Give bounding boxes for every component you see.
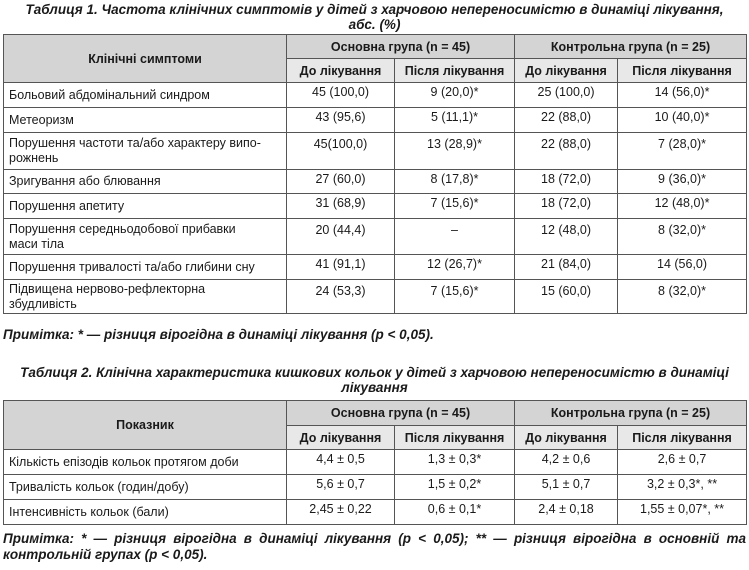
- cell-c-before: 18 (72,0): [515, 194, 618, 219]
- cell-m-before: 45 (100,0): [287, 83, 395, 108]
- table2-main-before: До лікування: [287, 426, 395, 450]
- table1-group-control: Контрольна група (n = 25): [515, 35, 747, 59]
- row-label: Порушення апетиту: [4, 194, 287, 219]
- cell-c-before: 4,2 ± 0,6: [515, 450, 618, 475]
- table1-group-main: Основна група (n = 45): [287, 35, 515, 59]
- cell-m-before: 4,4 ± 0,5: [287, 450, 395, 475]
- table1-body: [4, 83, 747, 314]
- table1-caption-line1: Таблиця 1. Частота клінічних симптомів у дітей з харчовою непереносимістю в динаміці лікування,: [25, 2, 724, 17]
- cell-m-before: 43 (95,6): [287, 108, 395, 133]
- cell-c-after: 8 (32,0)*: [618, 280, 747, 314]
- cell-m-before: 20 (44,4): [287, 219, 395, 255]
- table2-group-main: Основна група (n = 45): [287, 401, 515, 426]
- cell-m-before: 41 (91,1): [287, 255, 395, 280]
- table2-caption-line2: лікування: [341, 380, 408, 395]
- cell-m-before: 45(100,0): [287, 133, 395, 170]
- row-label: Порушення середньодобової прибавки маси тіла: [4, 219, 287, 255]
- cell-c-after: 9 (36,0)*: [618, 170, 747, 194]
- cell-m-after: –: [395, 219, 515, 255]
- cell-c-after: 10 (40,0)*: [618, 108, 747, 133]
- cell-m-after: 0,6 ± 0,1*: [395, 500, 515, 525]
- table-row: [4, 108, 747, 133]
- cell-c-before: 12 (48,0): [515, 219, 618, 255]
- table1-note: Примітка: * — різниця вірогідна в динаміці лікування (р < 0,05).: [3, 327, 434, 342]
- table2-caption-line1: Таблиця 2. Клінічна характеристика кишкових кольок у дітей з харчовою непереносимістю в динаміці: [20, 365, 729, 380]
- table2-body: [4, 450, 747, 525]
- cell-m-before: 24 (53,3): [287, 280, 395, 314]
- cell-c-after: 7 (28,0)*: [618, 133, 747, 170]
- cell-m-after: 5 (11,1)*: [395, 108, 515, 133]
- cell-m-after: 9 (20,0)*: [395, 83, 515, 108]
- cell-c-after: 12 (48,0)*: [618, 194, 747, 219]
- table-row: [4, 280, 747, 314]
- cell-m-after: 7 (15,6)*: [395, 280, 515, 314]
- table2-main-after: Після лікування: [395, 426, 515, 450]
- table2-note-line2: контрольній групах (р < 0,05).: [3, 547, 208, 562]
- table1-caption-line2: абс. (%): [348, 17, 401, 32]
- cell-c-before: 22 (88,0): [515, 108, 618, 133]
- cell-c-after: 2,6 ± 0,7: [618, 450, 747, 475]
- cell-m-after: 1,5 ± 0,2*: [395, 475, 515, 500]
- cell-m-before: 31 (68,9): [287, 194, 395, 219]
- table2-group-control: Контрольна група (n = 25): [515, 401, 747, 426]
- row-label: Кількість епізодів кольок протягом доби: [4, 450, 287, 475]
- cell-c-after: 14 (56,0): [618, 255, 747, 280]
- table-row: [4, 170, 747, 194]
- cell-c-before: 18 (72,0): [515, 170, 618, 194]
- table-row: [4, 83, 747, 108]
- cell-c-after: 1,55 ± 0,07*, **: [618, 500, 747, 525]
- row-label: Зригування або блювання: [4, 170, 287, 194]
- table2-col-indicator: Показник: [4, 401, 287, 450]
- table-row: [4, 500, 747, 525]
- cell-m-after: 8 (17,8)*: [395, 170, 515, 194]
- row-label: Тривалість кольок (годин/добу): [4, 475, 287, 500]
- table-row: [4, 450, 747, 475]
- table-row: [4, 194, 747, 219]
- row-label: Метеоризм: [4, 108, 287, 133]
- cell-c-after: 14 (56,0)*: [618, 83, 747, 108]
- table2: [3, 400, 747, 525]
- cell-m-after: 7 (15,6)*: [395, 194, 515, 219]
- table1: [3, 34, 747, 314]
- cell-m-after: 13 (28,9)*: [395, 133, 515, 170]
- cell-m-before: 27 (60,0): [287, 170, 395, 194]
- table2-header-row: [4, 401, 747, 426]
- row-label: Підвищена нервово-рефлекторна збудливість: [4, 280, 287, 314]
- table1-control-before: До лікування: [515, 59, 618, 83]
- cell-c-before: 2,4 ± 0,18: [515, 500, 618, 525]
- table-row: [4, 133, 747, 170]
- table1-main-after: Після лікування: [395, 59, 515, 83]
- table1-caption: [0, 2, 749, 32]
- cell-c-after: 8 (32,0)*: [618, 219, 747, 255]
- cell-c-before: 15 (60,0): [515, 280, 618, 314]
- cell-m-after: 12 (26,7)*: [395, 255, 515, 280]
- table1-header-row: [4, 35, 747, 59]
- cell-m-before: 2,45 ± 0,22: [287, 500, 395, 525]
- table1-col-symptoms: Клінічні симптоми: [4, 35, 287, 83]
- table2-note-line1: Примітка: * — різниця вірогідна в динаміці лікування (р < 0,05); ** — різниця вірогідна в основній та: [3, 531, 746, 546]
- table-row: [4, 255, 747, 280]
- cell-c-after: 3,2 ± 0,3*, **: [618, 475, 747, 500]
- cell-c-before: 5,1 ± 0,7: [515, 475, 618, 500]
- row-label: Порушення частоти та/або характеру випо- рожнень: [4, 133, 287, 170]
- table2-caption: [0, 365, 749, 395]
- table2-control-after: Після лікування: [618, 426, 747, 450]
- row-label: Больовий абдомінальний синдром: [4, 83, 287, 108]
- cell-c-before: 22 (88,0): [515, 133, 618, 170]
- table1-main-before: До лікування: [287, 59, 395, 83]
- cell-c-before: 25 (100,0): [515, 83, 618, 108]
- cell-m-before: 5,6 ± 0,7: [287, 475, 395, 500]
- table2-control-before: До лікування: [515, 426, 618, 450]
- table1-control-after: Після лікування: [618, 59, 747, 83]
- cell-c-before: 21 (84,0): [515, 255, 618, 280]
- row-label: Інтенсивність кольок (бали): [4, 500, 287, 525]
- row-label: Порушення тривалості та/або глибини сну: [4, 255, 287, 280]
- cell-m-after: 1,3 ± 0,3*: [395, 450, 515, 475]
- table-row: [4, 475, 747, 500]
- table-row: [4, 219, 747, 255]
- table2-note: [3, 531, 746, 563]
